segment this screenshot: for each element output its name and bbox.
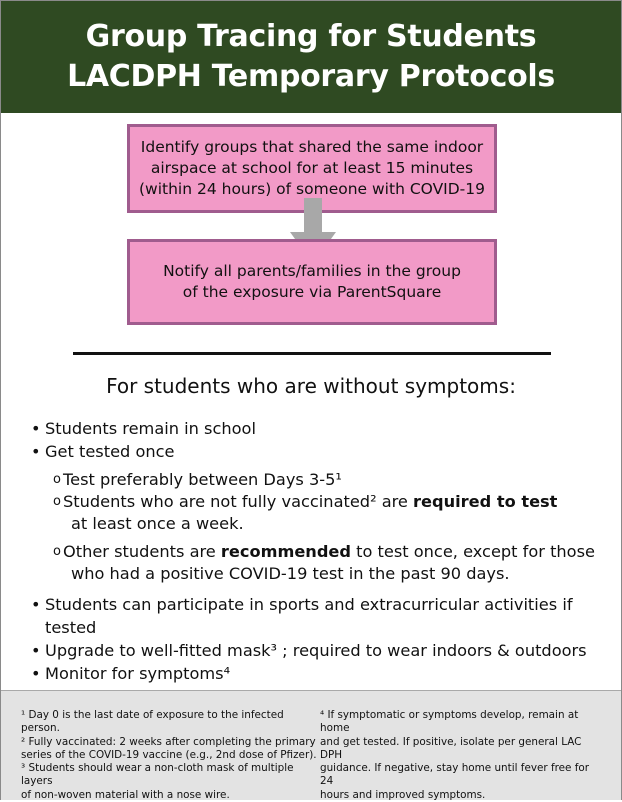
item-text: Upgrade to well-fitted mask³ ; required to wear indoors & outdoors [45,641,587,660]
bullet-icon: • [31,641,41,660]
item-text: Students remain in school [45,419,256,438]
section-heading: For students who are without symptoms: [106,374,516,398]
footnote-column-right [320,709,605,802]
bullet-icon: • [31,442,41,461]
step1-line-1: Identify groups that shared the same indoor [140,138,484,156]
item-text: Monitor for symptoms⁴ [45,664,231,683]
step2-line-2: of the exposure via ParentSquare [182,283,442,301]
item-text: Students can participate in sports and extracurricular activities if tested [45,595,573,637]
sub-text-bold: recommended [220,542,351,561]
bullet-icon: • [31,664,41,683]
step2-line-1: Notify all parents/families in the group [163,262,461,280]
list-item [31,639,611,662]
footnote-line: guidance. If negative, stay home until fever free for 24 [320,762,590,788]
footnote-line: series of the COVID-19 vaccine (e.g., 2nd dose of Pfizer). [21,748,317,761]
notify-parents-box [127,239,497,325]
list-item [31,593,611,639]
sub-text: Other students are [63,542,221,561]
divider [73,352,551,355]
sub-item [31,469,611,491]
list-item [31,417,611,440]
footnote-line: of non-woven material with a nose wire. [21,788,230,801]
sub-item [31,541,611,563]
title-line-2: LACDPH Temporary Protocols [67,59,555,94]
title-line-1: Group Tracing for Students [85,19,537,54]
bullet-icon: • [31,419,41,438]
footnote-line: and get tested. If positive, isolate per general LAC DPH [320,735,582,761]
sub-text: Students who are not fully vaccinated² are [63,492,414,511]
footnotes [1,690,621,800]
sub-text: to test once, except for those [350,542,595,561]
step1-line-3: (within 24 hours) of someone with COVID-19 [138,180,485,198]
footnote-line: hours and improved symptoms. [320,788,486,801]
footnote-line: ⁴ If symptomatic or symptoms develop, remain at home [320,709,579,735]
item-text: Get tested once [45,442,175,461]
circle-bullet-icon: o [53,494,61,509]
bullet-icon: • [31,595,41,614]
circle-bullet-icon: o [53,472,61,487]
footnote-line: ³ Students should wear a non-cloth mask of multiple layers [21,762,294,788]
sub-text-bold: required to test [413,492,558,511]
guidance-list [31,417,611,685]
list-item [31,440,611,463]
sub-text: Test preferably between Days 3-5¹ [63,470,342,489]
sub-item [31,491,611,513]
footnote-line: ² Fully vaccinated: 2 weeks after completing the primary [21,735,316,748]
list-item [31,662,611,685]
footnote-column-left [21,709,321,802]
footnote-line: ¹ Day 0 is the last date of exposure to the infected person. [21,709,284,735]
title-banner [1,1,621,113]
sub-item-continued: who had a positive COVID-19 test in the past 90 days. [71,564,510,583]
sub-item-continued: at least once a week. [71,514,244,533]
circle-bullet-icon: o [53,544,61,559]
step1-line-2: airspace at school for at least 15 minutes [150,159,474,177]
